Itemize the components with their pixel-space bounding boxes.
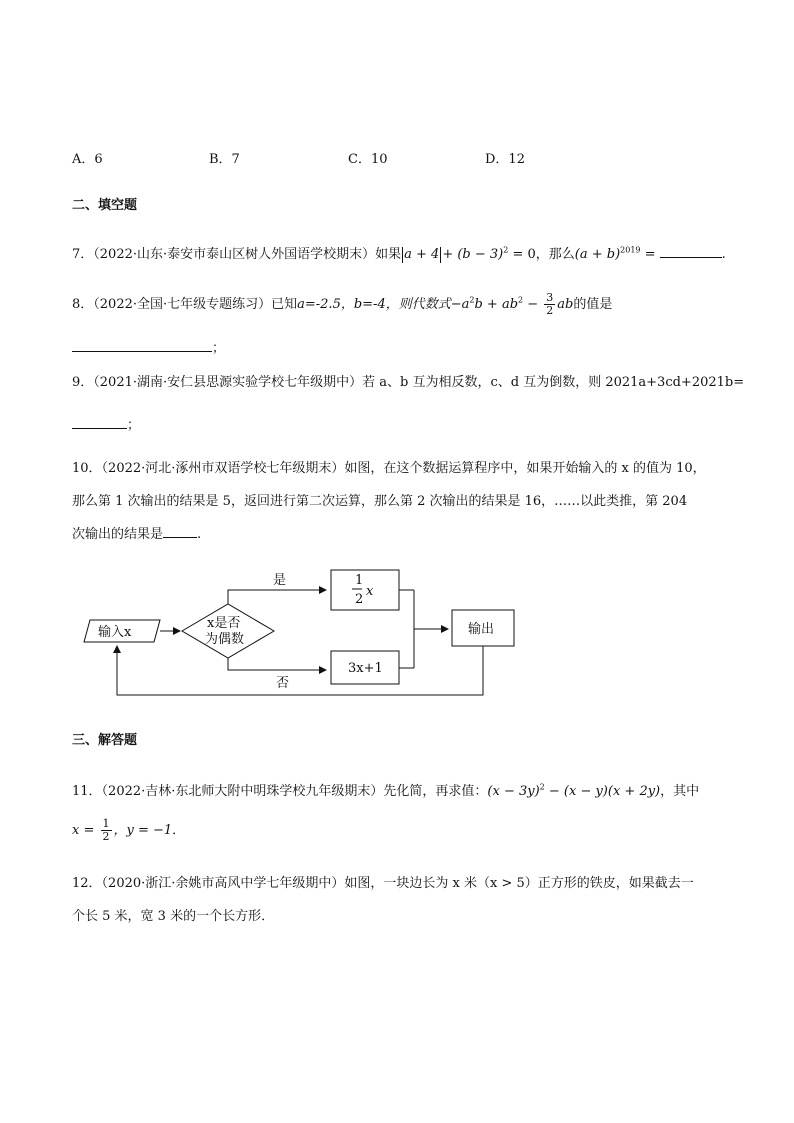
option-c: C．10 — [348, 152, 388, 167]
answer-blank[interactable] — [72, 339, 212, 352]
question-11: 11．（2022·吉林·东北师大附中明珠学校九年级期末）先化简，再求值：$(x - 3y)^2 - (x - y)(x + 2y)$，其中 — [72, 782, 700, 799]
q7-exp4: 2019 — [620, 245, 641, 255]
decision-diamond — [182, 604, 274, 658]
q8-cond: a=-2.5，b=-4，则代数式 — [297, 297, 451, 312]
answer-blank[interactable] — [163, 525, 197, 538]
q7-lead: 7．（2022·山东·泰安市泰山区树人外国语学校期末）如果 — [72, 247, 402, 262]
decision-line1: x是否 — [207, 616, 241, 631]
answer-blank[interactable] — [660, 245, 722, 258]
q7-expr4: (a + b) — [574, 247, 621, 262]
half-box — [331, 570, 399, 610]
no-label: 否 — [276, 676, 290, 691]
option-b: B．7 — [209, 152, 240, 167]
question-8: 8．（2022·全国·七年级专题练习）已知a=-2.5，b=-4，则代数式$-a^2b + ab^2$ − $\frac{3}{2}$ ab的值是 — [72, 291, 613, 317]
q7-expr5: = — [640, 247, 660, 262]
triple-label: 3x+1 — [348, 661, 383, 676]
question-12-line2: 个长 5 米，宽 3 米的一个长方形． — [72, 909, 275, 924]
question-10-line1: 10．（2022·河北·涿州市双语学校七年级期末）如图，在这个数据运算程序中，如果开始输入的 x 的值为 10， — [72, 461, 706, 476]
q8-tail: 的值是 — [573, 297, 613, 312]
fraction: $\frac{3}{2}$ — [546, 291, 554, 317]
section3-title: 三、解答题 — [72, 733, 138, 748]
question-10-line3: 次输出的结果是 . — [72, 527, 202, 542]
q7-expr3: = 0，那么 — [508, 247, 575, 262]
option-d: D．12 — [485, 152, 525, 167]
answer-blank[interactable] — [72, 416, 127, 429]
q11-values: x = $\frac{1}{2}$ ，y = −1． — [72, 817, 186, 843]
q8-line2: ； — [72, 337, 225, 356]
yes-arrow — [228, 590, 326, 604]
question-9: 9．（2021·湖南·安仁县思源实验学校七年级期中）若 a、b 互为相反数，c、d 互为倒数，则 2021a+3cd+2021b= — [72, 375, 745, 390]
question-12-line1: 12．（2020·浙江·余姚市高风中学七年级期中）如图，一块边长为 x 米（x > 5）正方形的铁皮，如果截去一 — [72, 876, 694, 891]
svg-text:1: 1 — [355, 573, 364, 588]
q8-expr-d: ab — [557, 297, 574, 312]
q8-lead: 8．（2022·全国·七年级专题练习）已知 — [72, 297, 298, 312]
q7-expr2: + (b − 3) — [442, 247, 504, 262]
q7-tail: . — [721, 247, 726, 262]
option-a: A．6 — [72, 152, 103, 167]
yes-label: 是 — [273, 573, 287, 588]
output-label: 输出 — [468, 622, 495, 637]
flowchart — [0, 560, 794, 710]
question-7 — [72, 243, 726, 263]
svg-text:2: 2 — [355, 592, 364, 607]
no-arrow — [228, 658, 326, 670]
input-label: 输入x — [98, 625, 132, 640]
q7-expr1: a + 4 — [404, 247, 440, 262]
q8-expr-b: b + ab — [474, 297, 519, 312]
q9-line2: ； — [72, 414, 140, 433]
abs-bar-left — [402, 247, 403, 263]
q8-expr-a: −a — [450, 297, 470, 312]
q8-expr-c: − — [523, 297, 543, 312]
section2-title: 二、填空题 — [72, 198, 138, 213]
question-10-line2: 那么第 1 次输出的结果是 5，返回进行第二次运算，那么第 2 次输出的结果是 16，……以此类推，第 204 — [72, 494, 688, 509]
decision-line2: 为偶数 — [205, 632, 245, 647]
svg-text:x: x — [366, 584, 374, 599]
q7-exp2: 2 — [503, 245, 509, 255]
